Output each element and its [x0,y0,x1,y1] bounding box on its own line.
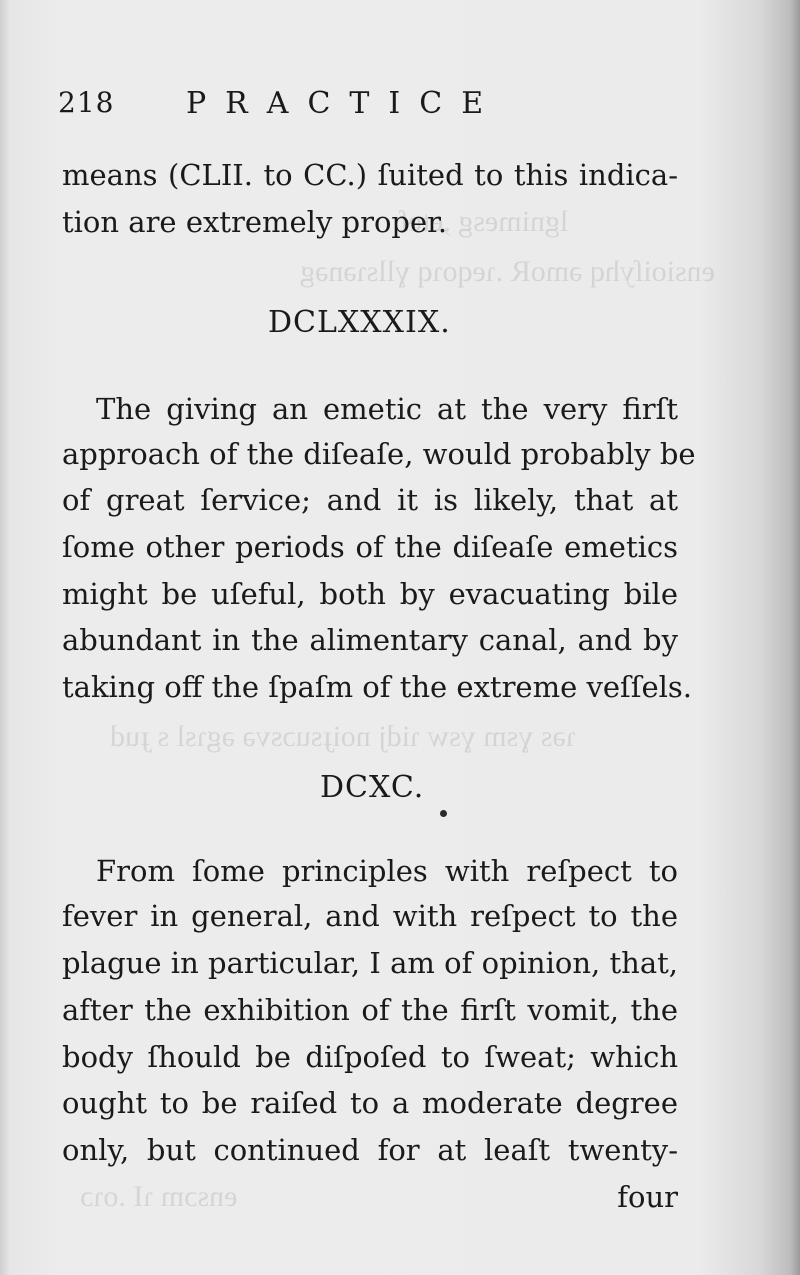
text-line: approach of the diſeaſe, would probably be [62,437,696,471]
catchword: four [617,1180,678,1214]
show-through-texture: ensioiſyhq əmoR .ɿeqoɿq ɣllsɿənəg [300,255,715,288]
text-line: only, but continued for at leaſt twenty- [62,1133,678,1167]
text-line: after the exhibition of the firſt vomit, the [62,993,678,1027]
text-line: ought to be raiſed to a moderate degree [62,1086,678,1120]
page-number: 218 [58,86,115,119]
running-title: PRACTICE [186,86,503,121]
running-header [58,86,578,126]
text-line: abundant in the alimentary canal, and by [62,623,678,657]
decorative-dot [440,810,447,817]
text-line: plague in particular, I am of opinion, that, [62,946,678,980]
text-line: The giving an emetic at the very firſt [96,392,678,426]
text-line: fever in general, and with reſpect to the [62,899,678,933]
text-line: ſome other periods of the diſeaſe emetics [62,530,678,564]
text-line: taking off the ſpaſm of the extreme veſſels. [62,670,693,704]
show-through-texture: ensɔm ɿI .oɿɔ [80,1180,238,1213]
section-heading: DCXC. [320,770,425,805]
show-through-texture: ɿəs ɣsm ɣsw ɿidj noiɟsuɔsvə əgɿsl s ɟud [110,720,576,753]
show-through-texture: lgnimesg ,eteſ [400,205,569,238]
text-line: tion are extremely proper. [62,205,448,239]
text-line: might be uſeful, both by evacuating bile [62,577,678,611]
text-line: of great ſervice; and it is likely, that at [62,483,678,517]
text-line: From ſome principles with reſpect to [96,854,678,888]
section-heading: DCLXXXIX. [268,305,451,340]
text-line: body ſhould be diſpoſed to ſweat; which [62,1040,678,1074]
text-line: means (CLII. to CC.) ſuited to this indica- [62,158,678,192]
